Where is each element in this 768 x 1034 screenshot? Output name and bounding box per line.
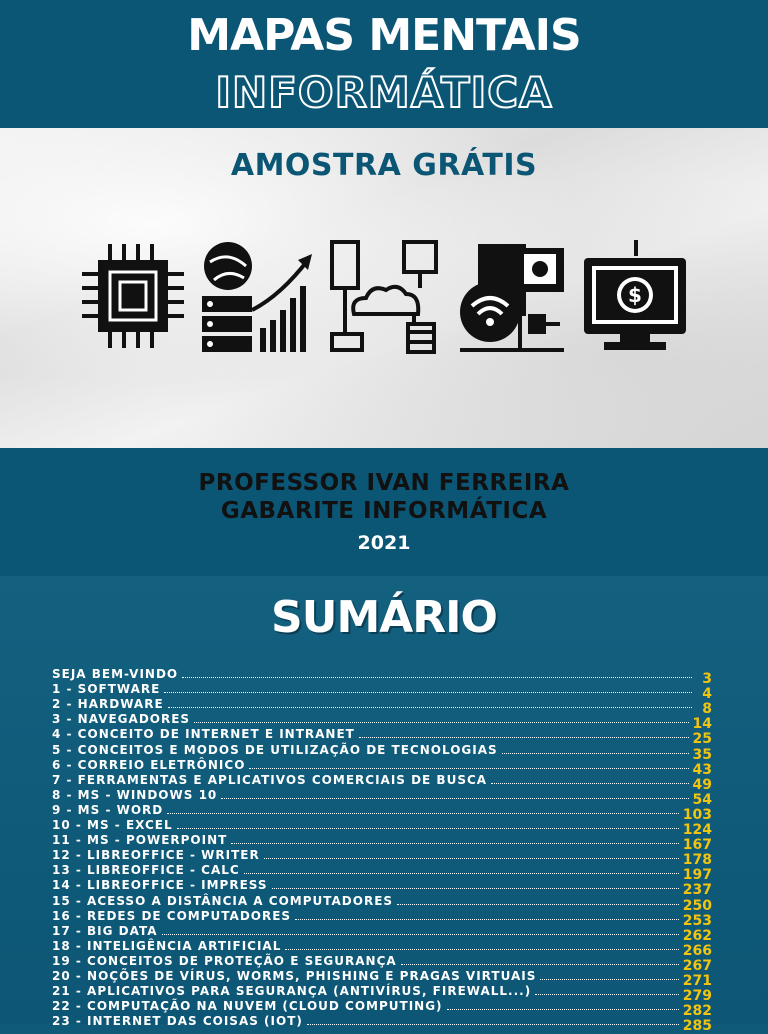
toc-entry-label: 20 - NOÇÕES DE VÍRUS, WORMS, PHISHING E PRAGAS VIRTUAIS	[52, 968, 537, 983]
toc-entry-page: 178	[682, 852, 712, 869]
toc-entry-label: 12 - LIBREOFFICE - WRITER	[52, 848, 260, 863]
toc-entry-page: 35	[692, 746, 712, 763]
toc-entry[interactable]	[52, 726, 712, 748]
header-banner	[0, 0, 768, 128]
toc-entry-label: 8 - MS - WINDOWS 10	[52, 787, 218, 802]
toc-entry-page: 279	[682, 988, 712, 1005]
toc-entry-page: 267	[682, 957, 712, 974]
toc-dot-leader	[249, 767, 688, 769]
toc-entry[interactable]	[52, 983, 712, 1005]
toc-entry-page: 3	[702, 671, 712, 688]
wifi-devices-icon	[460, 240, 568, 354]
toc-entry-page: 4	[702, 686, 712, 703]
toc-entry-label: 3 - NAVEGADORES	[52, 712, 191, 727]
author-name: PROFESSOR IVAN FERREIRA	[198, 470, 570, 496]
toc-entry[interactable]	[52, 1013, 712, 1034]
toc-entry-label: 14 - LIBREOFFICE - IMPRESS	[52, 878, 268, 893]
toc-entry-page: 262	[682, 927, 712, 944]
toc-entry[interactable]	[52, 787, 712, 808]
toc-entry-label: 23 - INTERNET DAS COISAS (IOT)	[52, 1014, 303, 1029]
toc-dot-leader	[167, 812, 679, 814]
toc-dot-leader	[359, 736, 689, 738]
toc-entry-page: 49	[692, 776, 712, 793]
toc-entry[interactable]	[52, 802, 712, 823]
toc-entry-page: 103	[682, 806, 712, 823]
toc-dot-leader	[447, 1008, 679, 1010]
toc-dot-leader	[272, 887, 679, 889]
toc-entry-label: SEJA BEM-VINDO	[52, 667, 179, 682]
toc-entry[interactable]	[52, 711, 712, 733]
toc-entry[interactable]	[52, 666, 712, 688]
crumpled-paper-panel	[0, 128, 768, 448]
toc-entry-page: 250	[682, 897, 712, 914]
toc-entry-label: 16 - REDES DE COMPUTADORES	[52, 908, 292, 923]
toc-list	[52, 666, 712, 1034]
toc-entry-label: 4 - CONCEITO DE INTERNET E INTRANET	[52, 727, 355, 742]
toc-entry[interactable]	[52, 938, 712, 959]
server-growth-icon	[200, 240, 316, 354]
toc-dot-leader	[401, 963, 679, 965]
toc-entry-label: 7 - FERRAMENTAS E APLICATIVOS COMERCIAIS DE BUSCA	[52, 772, 488, 787]
toc-entry-label: 10 - MS - EXCEL	[52, 818, 173, 833]
toc-entry-page: 167	[682, 837, 712, 854]
toc-entry-label: 19 - CONCEITOS DE PROTEÇÃO E SEGURANÇA	[52, 953, 397, 968]
toc-dot-leader	[221, 797, 688, 799]
icon-strip	[80, 240, 690, 356]
toc-dot-leader	[502, 752, 689, 754]
toc-entry-label: 21 - APLICATIVOS PARA SEGURANÇA (ANTIVÍRUS, FIREWALL...)	[52, 984, 532, 999]
toc-entry-label: 17 - BIG DATA	[52, 923, 158, 938]
toc-dot-leader	[177, 827, 679, 829]
toc-entry-page: 266	[682, 942, 712, 959]
toc-entry-page: 285	[682, 1018, 712, 1034]
toc-entry-page: 271	[682, 972, 712, 989]
toc-entry-page: 282	[682, 1003, 712, 1020]
toc-dot-leader	[285, 948, 678, 950]
toc-dot-leader	[295, 918, 679, 920]
toc-entry-label: 6 - CORREIO ELETRÔNICO	[52, 757, 246, 772]
toc-entry[interactable]	[52, 862, 712, 884]
toc-dot-leader	[164, 691, 692, 693]
toc-title: SUMÁRIO	[271, 592, 497, 643]
brand-name: GABARITE INFORMÁTICA	[220, 498, 548, 524]
toc-entry[interactable]	[52, 817, 712, 839]
edition-year: 2021	[357, 532, 411, 554]
toc-entry[interactable]	[52, 757, 712, 778]
toc-entry[interactable]	[52, 923, 712, 944]
toc-dot-leader	[168, 706, 692, 708]
toc-entry[interactable]	[52, 877, 712, 899]
toc-entry-page: 25	[692, 731, 712, 748]
toc-entry-page: 253	[682, 912, 712, 929]
toc-dot-leader	[244, 872, 679, 874]
toc-entry[interactable]	[52, 998, 712, 1020]
toc-entry[interactable]	[52, 772, 712, 793]
toc-entry[interactable]	[52, 681, 712, 703]
toc-entry[interactable]	[52, 908, 712, 929]
toc-entry[interactable]	[52, 696, 712, 718]
toc-entry[interactable]	[52, 832, 712, 854]
table-of-contents-section	[0, 576, 768, 1034]
free-sample-label: AMOSTRA GRÁTIS	[230, 148, 538, 183]
toc-entry-label: 9 - MS - WORD	[52, 802, 164, 817]
toc-entry-page: 237	[682, 882, 712, 899]
toc-entry-page: 124	[682, 822, 712, 839]
toc-dot-leader	[162, 933, 679, 935]
toc-entry[interactable]	[52, 953, 712, 974]
cloud-network-icon	[328, 240, 440, 354]
toc-entry[interactable]	[52, 741, 712, 763]
toc-entry-page: 8	[702, 701, 712, 718]
toc-entry-label: 18 - INTELIGÊNCIA ARTIFICIAL	[52, 938, 282, 953]
toc-dot-leader	[491, 782, 688, 784]
svg-text:$: $	[628, 283, 642, 307]
toc-entry-label: 2 - HARDWARE	[52, 697, 164, 712]
page-title: MAPAS MENTAIS	[187, 10, 581, 61]
author-band	[0, 448, 768, 576]
toc-entry-label: 1 - SOFTWARE	[52, 682, 161, 697]
toc-entry-page: 14	[692, 716, 712, 733]
toc-entry[interactable]	[52, 892, 712, 914]
toc-entry-label: 13 - LIBREOFFICE - CALC	[52, 863, 240, 878]
toc-entry-page: 43	[692, 761, 712, 778]
toc-entry[interactable]	[52, 847, 712, 869]
cpu-chip-icon	[80, 240, 186, 352]
laptop-money-icon	[580, 240, 690, 354]
toc-entry-page: 54	[692, 791, 712, 808]
toc-dot-leader	[182, 676, 692, 678]
page-subtitle: INFORMÁTICA	[215, 68, 553, 117]
toc-entry-label: 22 - COMPUTAÇÃO NA NUVEM (CLOUD COMPUTING)	[52, 999, 443, 1014]
toc-dot-leader	[397, 903, 679, 905]
toc-entry-label: 15 - ACESSO A DISTÂNCIA A COMPUTADORES	[52, 893, 394, 908]
toc-dot-leader	[231, 842, 678, 844]
toc-entry-label: 11 - MS - POWERPOINT	[52, 833, 228, 848]
toc-entry[interactable]	[52, 968, 712, 989]
toc-dot-leader	[194, 721, 688, 723]
toc-dot-leader	[535, 993, 679, 995]
toc-dot-leader	[264, 857, 679, 859]
toc-entry-label: 5 - CONCEITOS E MODOS DE UTILIZAÇÃO DE TECNOLOGIAS	[52, 742, 498, 757]
toc-entry-page: 197	[682, 867, 712, 884]
toc-dot-leader	[540, 978, 678, 980]
